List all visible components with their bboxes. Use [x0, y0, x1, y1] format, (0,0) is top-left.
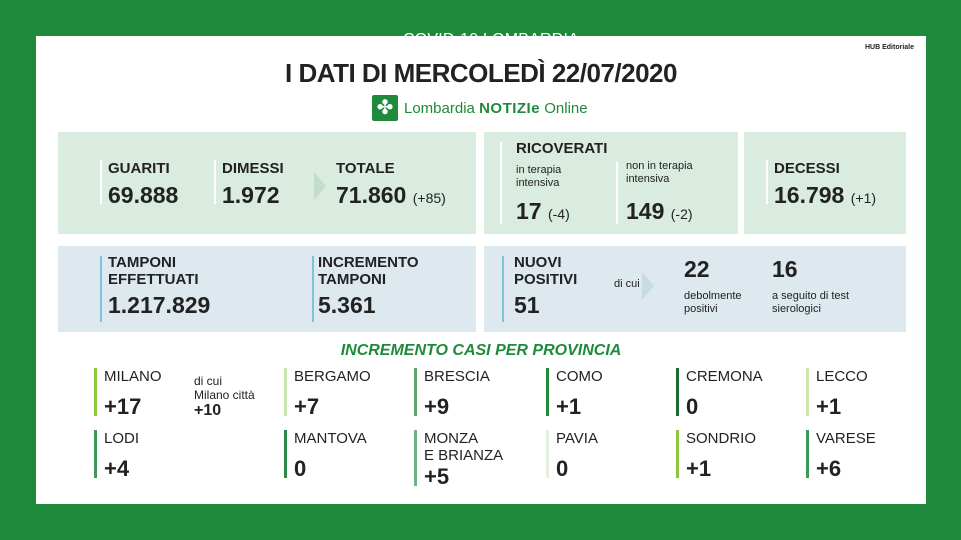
- totale-label: TOTALE: [336, 160, 395, 177]
- province-color-bar: [284, 368, 287, 416]
- tamponi-value: 1.217.829: [108, 292, 211, 318]
- dimessi-label: DIMESSI: [222, 160, 284, 177]
- logo-text: Lombardia NOTIZIe Online: [404, 99, 588, 117]
- province-color-bar: [414, 430, 417, 486]
- section-title-province: INCREMENTO CASI PER PROVINCIA: [340, 342, 622, 359]
- province-name: SONDRIO: [686, 430, 757, 447]
- sierologici-label: a seguito di test sierologici: [772, 290, 850, 315]
- box-nuovi-positivi: [484, 246, 906, 332]
- province-name: MILANO: [104, 368, 162, 385]
- province-color-bar: [94, 368, 97, 416]
- province-value: +6: [816, 456, 842, 481]
- province-value: +1: [816, 394, 842, 419]
- terapia-intensiva-label: in terapia intensiva: [516, 164, 562, 189]
- province-name: MANTOVA: [294, 430, 367, 447]
- box-guariti-dimessi: [58, 132, 476, 234]
- province-color-bar: [414, 368, 417, 416]
- sierologici-value: 16: [772, 256, 798, 282]
- tamponi-label: TAMPONI EFFETTUATI: [108, 254, 199, 288]
- incremento-tamponi-label: INCREMENTO TAMPONI: [318, 254, 419, 288]
- totale-value: 71.860 (+85): [336, 182, 446, 208]
- arrow-icon: [314, 172, 326, 200]
- hub-editoriale-label: HUB Editoriale: [864, 44, 914, 51]
- province-color-bar: [806, 430, 809, 478]
- province-name: VARESE: [816, 430, 876, 447]
- milano-citta-note: di cui Milano città: [194, 374, 255, 402]
- main-panel: [36, 36, 926, 504]
- province-value: 0: [686, 394, 699, 419]
- nuovi-positivi-label: NUOVI POSITIVI: [514, 254, 578, 288]
- decessi-value: 16.798 (+1): [774, 182, 877, 208]
- box-ricoverati: [484, 132, 738, 234]
- debolmente-positivi-label: debolmente positivi: [684, 290, 742, 315]
- dimessi-value: 1.972: [222, 182, 280, 208]
- non-terapia-intensiva-label: non in terapia intensiva: [626, 160, 693, 185]
- non-terapia-intensiva-value: 149 (-2): [626, 198, 693, 224]
- box-tamponi: [58, 246, 476, 332]
- province-value: +4: [104, 456, 130, 481]
- province-name: PAVIA: [556, 430, 598, 447]
- province-name: LODI: [104, 430, 140, 447]
- province-value: +7: [294, 394, 320, 419]
- province-value: +17: [104, 394, 142, 419]
- province-color-bar: [284, 430, 287, 478]
- debolmente-positivi-value: 22: [684, 256, 710, 282]
- province-name: BERGAMO: [294, 368, 371, 385]
- incremento-tamponi-value: 5.361: [318, 292, 376, 318]
- box-decessi: [744, 132, 906, 234]
- ricoverati-label: RICOVERATI: [516, 140, 608, 157]
- province-color-bar: [676, 430, 679, 478]
- decessi-label: DECESSI: [774, 160, 840, 177]
- lombardia-flower-icon: ✤: [372, 95, 398, 121]
- province-name: MONZA E BRIANZA: [424, 430, 504, 464]
- di-cui-label: di cui: [614, 278, 640, 290]
- nuovi-positivi-value: 51: [514, 292, 540, 318]
- province-name: BRESCIA: [424, 368, 490, 385]
- totale-delta: (+85): [412, 190, 446, 206]
- province-value: +5: [424, 464, 450, 489]
- province-color-bar: [94, 430, 97, 478]
- province-name: CREMONA: [686, 368, 763, 385]
- province-color-bar: [546, 430, 549, 478]
- province-color-bar: [806, 368, 809, 416]
- guariti-value: 69.888: [108, 182, 179, 208]
- province-value: 0: [556, 456, 569, 481]
- province-value: +9: [424, 394, 450, 419]
- province-color-bar: [676, 368, 679, 416]
- arrow-icon: [642, 272, 654, 300]
- province-value: 0: [294, 456, 307, 481]
- province-value: +1: [556, 394, 582, 419]
- province-color-bar: [546, 368, 549, 416]
- terapia-intensiva-value: 17 (-4): [516, 198, 570, 224]
- logo: [372, 94, 588, 122]
- province-name: COMO: [556, 368, 603, 385]
- milano-citta-value: +10: [194, 402, 222, 419]
- guariti-label: GUARITI: [108, 160, 170, 177]
- province-name: LECCO: [816, 368, 868, 385]
- province-value: +1: [686, 456, 712, 481]
- page-title: I DATI DI MERCOLEDÌ 22/07/2020: [285, 58, 677, 88]
